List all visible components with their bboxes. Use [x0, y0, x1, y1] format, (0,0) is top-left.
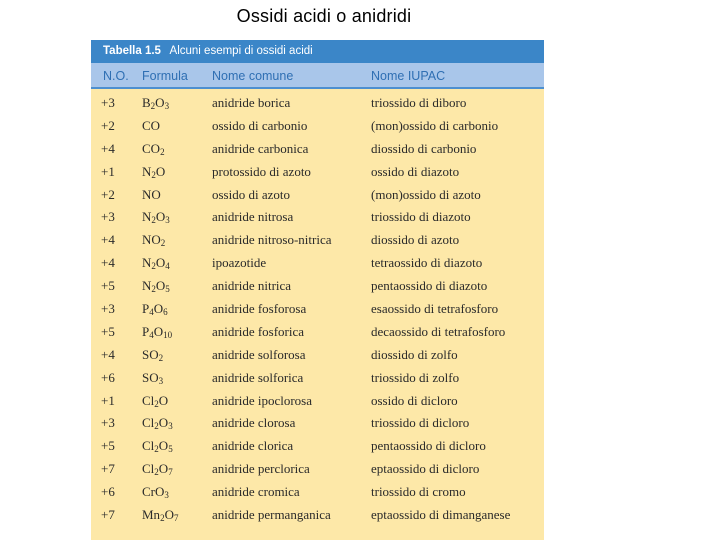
formula-subscript: 4	[149, 307, 154, 318]
cell-common-name: anidride fosforica	[212, 323, 305, 339]
formula-symbol: O	[158, 461, 169, 477]
header-formula: Formula	[142, 69, 188, 83]
cell-formula	[142, 115, 160, 138]
cell-common-name: anidride cromica	[212, 484, 300, 500]
formula-symbol: CO	[142, 117, 161, 133]
table-row	[91, 412, 544, 435]
cell-oxidation-number: +4	[101, 232, 115, 248]
formula-subscript: 2	[151, 215, 156, 226]
slide-title: Ossidi acidi o anidridi	[236, 6, 412, 26]
cell-oxidation-number: +5	[101, 323, 115, 339]
table-header-row	[91, 63, 544, 89]
cell-oxidation-number: +2	[101, 117, 115, 133]
cell-formula	[142, 435, 173, 458]
formula-subscript: 2	[160, 238, 166, 249]
formula-symbol: N	[142, 209, 152, 225]
formula-subscript: 10	[163, 329, 173, 340]
formula-symbol: SO	[142, 369, 159, 385]
cell-formula	[142, 138, 165, 161]
cell-oxidation-number: +3	[101, 209, 115, 225]
header-iupac-name: Nome IUPAC	[371, 69, 446, 83]
cell-oxidation-number: +2	[101, 186, 115, 202]
table-row	[91, 138, 544, 161]
formula-subscript: 2	[160, 513, 165, 524]
cell-formula	[142, 229, 165, 252]
formula-subscript: 3	[164, 101, 170, 111]
formula-symbol: N	[142, 255, 152, 271]
cell-common-name: anidride nitroso-nitrica	[212, 232, 332, 248]
formula-subscript: 3	[165, 215, 170, 226]
table-row	[91, 458, 544, 481]
formula-subscript: 2	[154, 467, 159, 478]
cell-oxidation-number: +3	[101, 301, 115, 317]
formula-symbol: N	[142, 278, 152, 294]
table-row	[91, 275, 544, 298]
cell-iupac-name: esaossido di tetrafosforo	[371, 301, 499, 317]
cell-iupac-name: eptaossido di dicloro	[371, 461, 480, 477]
formula-subscript: 2	[154, 421, 159, 432]
cell-common-name: anidride solforosa	[212, 346, 306, 362]
cell-oxidation-number: +7	[101, 461, 115, 477]
formula-subscript: 3	[158, 375, 164, 386]
cell-formula	[142, 298, 168, 321]
formula-symbol: CrO	[142, 484, 165, 500]
table-row	[91, 504, 544, 527]
table-row	[91, 206, 544, 229]
cell-iupac-name: eptaossido di dimanganese	[371, 507, 511, 523]
cell-iupac-name: triossido di dicloro	[371, 415, 470, 431]
cell-formula	[142, 275, 170, 298]
formula-symbol: O	[158, 415, 169, 431]
formula-subscript: 5	[168, 444, 173, 455]
cell-common-name: anidride ipoclorosa	[212, 392, 312, 408]
cell-oxidation-number: +5	[101, 278, 115, 294]
formula-subscript: 2	[151, 169, 156, 180]
table-row	[91, 184, 544, 207]
cell-common-name: protossido di azoto	[212, 163, 311, 179]
cell-iupac-name: decaossido di tetrafosforo	[371, 323, 506, 339]
formula-subscript: 6	[163, 307, 168, 318]
table-row	[91, 435, 544, 458]
formula-symbol: O	[153, 323, 164, 339]
formula-symbol: NO	[142, 232, 161, 248]
cell-common-name: anidride clorosa	[212, 415, 296, 431]
formula-subscript: 2	[151, 284, 156, 295]
formula-subscript: 3	[168, 421, 173, 432]
formula-symbol: O	[158, 438, 169, 454]
cell-iupac-name: pentaossido di dicloro	[371, 438, 486, 454]
formula-symbol: Cl	[142, 438, 155, 454]
cell-iupac-name: ossido di diazoto	[371, 163, 460, 179]
cell-common-name: anidride perclorica	[212, 461, 310, 477]
cell-iupac-name: tetraossido di diazoto	[371, 255, 483, 271]
formula-subscript: 7	[173, 513, 179, 524]
cell-iupac-name: diossido di carbonio	[371, 140, 477, 156]
formula-subscript: 2	[151, 261, 156, 272]
table-row	[91, 92, 544, 115]
formula-symbol: P	[142, 301, 150, 317]
cell-iupac-name: (mon)ossido di carbonio	[371, 117, 499, 133]
oxides-table	[91, 40, 544, 540]
formula-symbol: O	[155, 163, 166, 179]
formula-symbol: SO	[142, 346, 159, 362]
cell-formula	[142, 481, 169, 504]
formula-symbol: Mn	[142, 507, 161, 523]
cell-formula	[142, 412, 173, 435]
formula-symbol: Cl	[142, 415, 155, 431]
formula-symbol: O	[164, 507, 174, 523]
table-caption	[91, 40, 544, 63]
formula-subscript: 2	[160, 146, 165, 157]
table-row	[91, 344, 544, 367]
header-common-name: Nome comune	[212, 69, 294, 83]
formula-subscript: 5	[165, 284, 170, 295]
cell-iupac-name: triossido di cromo	[371, 484, 466, 500]
formula-subscript: 2	[150, 101, 156, 111]
cell-iupac-name: pentaossido di diazoto	[371, 278, 488, 294]
caption-number: Tabella 1.5	[103, 45, 161, 57]
table-row	[91, 481, 544, 504]
cell-oxidation-number: +3	[101, 95, 115, 110]
cell-oxidation-number: +1	[101, 392, 115, 408]
table-row	[91, 367, 544, 390]
formula-symbol: NO	[142, 186, 161, 202]
cell-formula	[142, 184, 161, 207]
formula-symbol: O	[153, 301, 164, 317]
formula-symbol: CO	[142, 140, 161, 156]
header-oxidation-number: N.O.	[103, 69, 129, 83]
formula-symbol: O	[155, 95, 165, 110]
cell-iupac-name: triossido di diboro	[371, 95, 467, 110]
cell-iupac-name: ossido di dicloro	[371, 392, 458, 408]
cell-oxidation-number: +5	[101, 438, 115, 454]
table-row	[91, 252, 544, 275]
cell-oxidation-number: +4	[101, 140, 115, 156]
cell-common-name: anidride borica	[212, 95, 291, 110]
cell-formula	[142, 92, 169, 115]
table-row	[91, 298, 544, 321]
cell-iupac-name: diossido di azoto	[371, 232, 460, 248]
table-row	[91, 115, 544, 138]
formula-subscript: 4	[165, 261, 170, 272]
cell-common-name: anidride nitrosa	[212, 209, 294, 225]
cell-formula	[142, 161, 165, 184]
cell-oxidation-number: +4	[101, 346, 115, 362]
formula-symbol: O	[158, 392, 169, 408]
formula-symbol: Cl	[142, 461, 155, 477]
caption-text: Alcuni esempi di ossidi acidi	[169, 45, 313, 57]
formula-subscript: 2	[154, 444, 159, 455]
formula-subscript: 7	[168, 467, 173, 478]
cell-iupac-name: (mon)ossido di azoto	[371, 186, 481, 202]
cell-oxidation-number: +6	[101, 484, 115, 500]
cell-formula	[142, 367, 163, 390]
table-row	[91, 161, 544, 184]
formula-symbol: Cl	[142, 392, 155, 408]
cell-oxidation-number: +6	[101, 369, 115, 385]
formula-subscript: 4	[149, 329, 154, 340]
formula-symbol: N	[142, 163, 152, 179]
cell-common-name: anidride nitrica	[212, 278, 292, 294]
cell-common-name: ossido di carbonio	[212, 117, 308, 133]
formula-subscript: 2	[154, 398, 159, 409]
formula-subscript: 3	[164, 490, 169, 501]
cell-common-name: anidride fosforosa	[212, 301, 307, 317]
table-row	[91, 321, 544, 344]
cell-oxidation-number: +4	[101, 255, 115, 271]
cell-common-name: anidride carbonica	[212, 140, 309, 156]
table-row	[91, 229, 544, 252]
cell-formula	[142, 206, 170, 229]
cell-formula	[142, 458, 173, 481]
cell-formula	[142, 504, 178, 527]
cell-formula	[142, 344, 163, 367]
cell-common-name: ipoazotide	[212, 255, 267, 271]
table-body	[91, 89, 544, 527]
cell-common-name: anidride solforica	[212, 369, 304, 385]
cell-iupac-name: triossido di zolfo	[371, 369, 460, 385]
cell-iupac-name: triossido di diazoto	[371, 209, 471, 225]
cell-oxidation-number: +3	[101, 415, 115, 431]
formula-symbol: O	[155, 278, 166, 294]
cell-common-name: ossido di azoto	[212, 186, 290, 202]
formula-symbol: O	[155, 255, 166, 271]
formula-symbol: P	[142, 323, 150, 339]
cell-common-name: anidride clorica	[212, 438, 294, 454]
cell-oxidation-number: +7	[101, 507, 115, 523]
formula-subscript: 2	[158, 352, 164, 363]
cell-iupac-name: diossido di zolfo	[371, 346, 458, 362]
cell-formula	[142, 390, 168, 413]
cell-common-name: anidride permanganica	[212, 507, 331, 523]
formula-symbol: B	[142, 95, 151, 110]
table-row	[91, 390, 544, 413]
cell-formula	[142, 321, 172, 344]
cell-formula	[142, 252, 170, 275]
cell-oxidation-number: +1	[101, 163, 115, 179]
formula-symbol: O	[155, 209, 166, 225]
